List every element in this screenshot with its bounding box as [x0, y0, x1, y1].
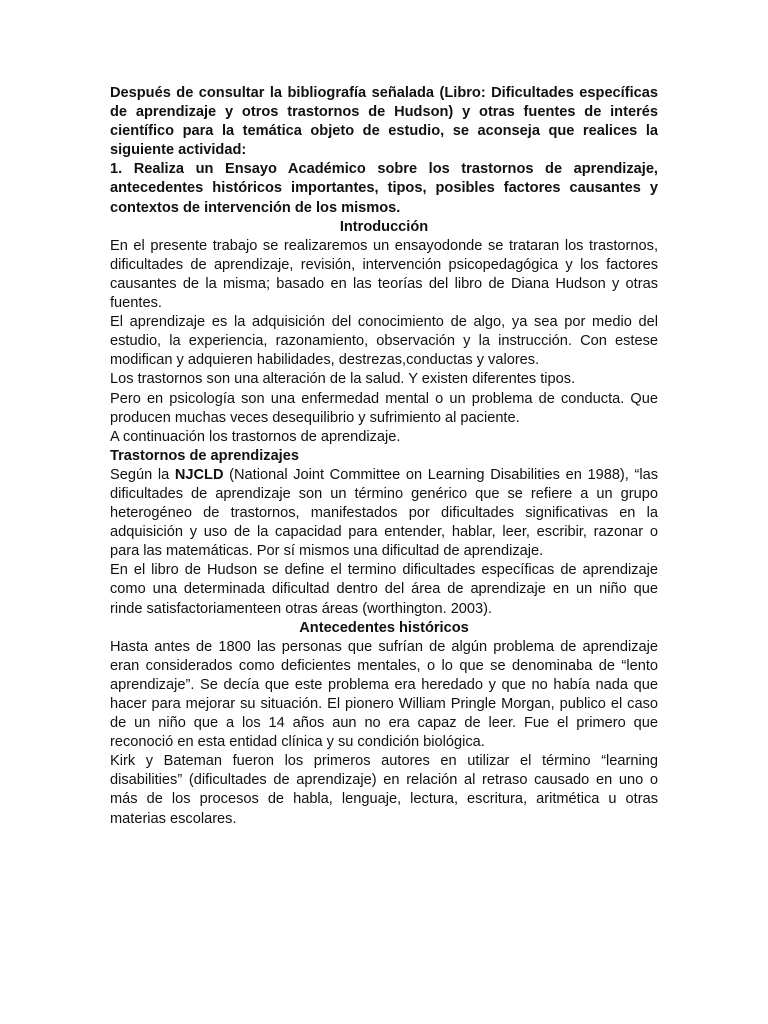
disorders-paragraph-1: [110, 466, 658, 561]
intro-paragraph-5: A continuación los trastornos de aprendizaje.: [110, 428, 401, 445]
disorders-heading: Trastornos de aprendizajes: [110, 447, 299, 464]
disorders-paragraph-2: En el libro de Hudson se define el termino dificultades específicas de aprendizaje como una determinada dificultad dentro del área de aprendizaje en un niño que rinde satisfactoriamenteen otras áreas (worthington. 2003).: [110, 562, 658, 617]
intro-paragraph-1: En el presente trabajo se realizaremos un ensayodonde se trataran los trastornos, dificultades de aprendizaje, revisión, intervención psicopedagógica y los factores causantes de la misma; basado en las teorías del libro de Diana Hudson y otras fuentes.: [110, 237, 658, 312]
intro-paragraph-4: Pero en psicología son una enfermedad mental o un problema de conducta. Que producen muchas veces desequilibrio y sufrimiento al paciente.: [110, 390, 658, 426]
instructions-paragraph: Después de consultar la bibliografía señalada (Libro: Dificultades específicas de aprendizaje y otros trastornos de Hudson) y otras fuentes de interés científico para la temática objeto de estudio, se aconseja que realices la siguiente actividad:: [110, 85, 658, 159]
intro-paragraph-2: El aprendizaje es la adquisición del conocimiento de algo, ya sea por medio del estudio, la experiencia, razonamiento, observación y la instrucción. Con estese modifican y adquieren habilidades, destrezas,conductas y valores.: [110, 314, 658, 369]
introduction-heading: Introducción: [339, 218, 429, 235]
history-paragraph-2: Kirk y Bateman fueron los primeros autores en utilizar el término “learning disabilities” (dificultades de aprendizaje) en relación al retraso causado en uno o más de los procesos de habla, lenguaje, lectura, escritura, aritmética u otras materias escolares.: [110, 753, 658, 827]
history-heading: Antecedentes históricos: [299, 619, 469, 636]
history-paragraph-1: Hasta antes de 1800 las personas que sufrían de algún problema de aprendizaje eran considerados como deficientes mentales, o lo que se denominaba de “lento aprendizaje”. Se decía que este problema era heredado y que no había nada que hacer para mejorar su situación. El pionero William Pringle Morgan, publico el caso de un niño que a los 14 años aun no era capaz de leer. Fue el primero que reconoció en esta entidad clínica y su condición biológica.: [110, 638, 658, 751]
njcld-acronym: NJCLD: [174, 466, 224, 483]
disorders-p1-prefix: Según la: [110, 466, 175, 483]
document-page: [110, 84, 658, 829]
intro-paragraph-3: Los trastornos son una alteración de la salud. Y existen diferentes tipos.: [110, 371, 576, 388]
disorders-p1-rest: (National Joint Committee on Learning Disabilities en 1988), “las dificultades de aprendizaje son un término genérico que se refiere a un grupo heterogéneo de trastornos, manifestados por dificultades significativas en la adquisición y uso de la capacidad para entender, hablar, leer, escribir, razonar o para las matemáticas. Por sí mismos una dificultad de aprendizaje.: [110, 466, 659, 560]
task-paragraph: 1. Realiza un Ensayo Académico sobre los trastornos de aprendizaje, antecedentes históricos importantes, tipos, posibles factores causantes y contextos de intervención de los mismos.: [110, 161, 658, 216]
